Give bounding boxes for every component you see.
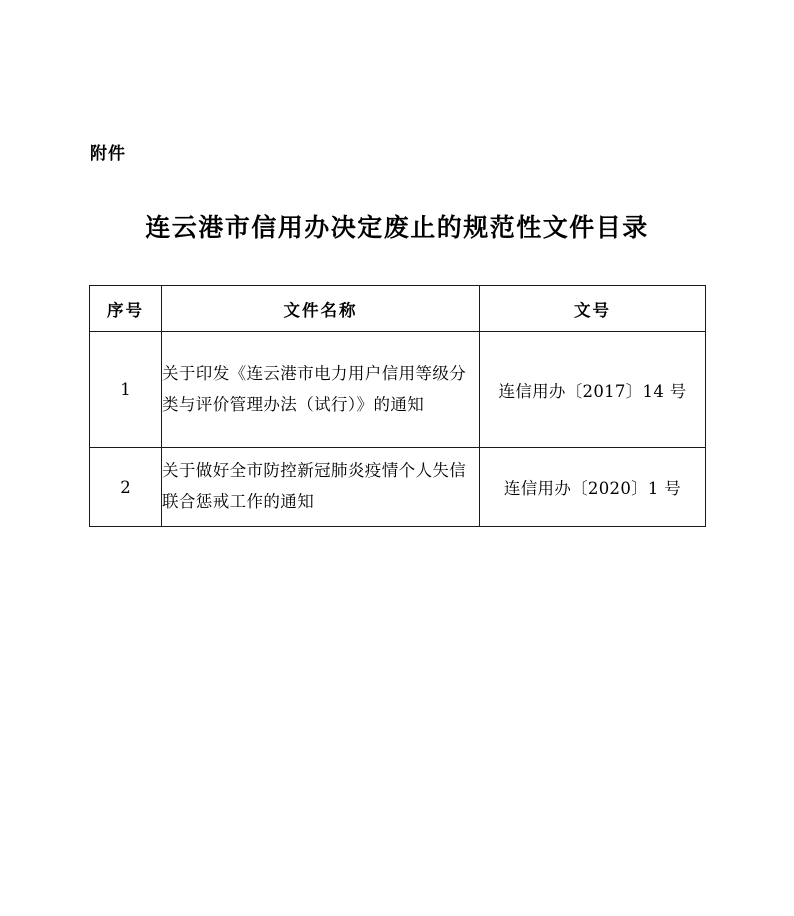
cell-index: 2 [90, 448, 162, 527]
cell-document-number: 连信用办〔2017〕14 号 [480, 332, 706, 448]
cell-index: 1 [90, 332, 162, 448]
repealed-documents-table [89, 285, 706, 527]
column-header-number: 文号 [480, 286, 706, 332]
cell-document-name: 关于印发《连云港市电力用户信用等级分类与评价管理办法（试行）》的通知 [162, 332, 480, 448]
column-header-name: 文件名称 [162, 286, 480, 332]
table-row [90, 332, 706, 448]
attachment-label: 附件 [90, 144, 126, 164]
page-title: 连云港市信用办决定废止的规范性文件目录 [145, 213, 649, 242]
table-row [90, 448, 706, 527]
column-header-index: 序号 [90, 286, 162, 332]
cell-document-number: 连信用办〔2020〕1 号 [480, 448, 706, 527]
cell-document-name: 关于做好全市防控新冠肺炎疫情个人失信联合惩戒工作的通知 [162, 448, 480, 527]
table-header-row [90, 286, 706, 332]
